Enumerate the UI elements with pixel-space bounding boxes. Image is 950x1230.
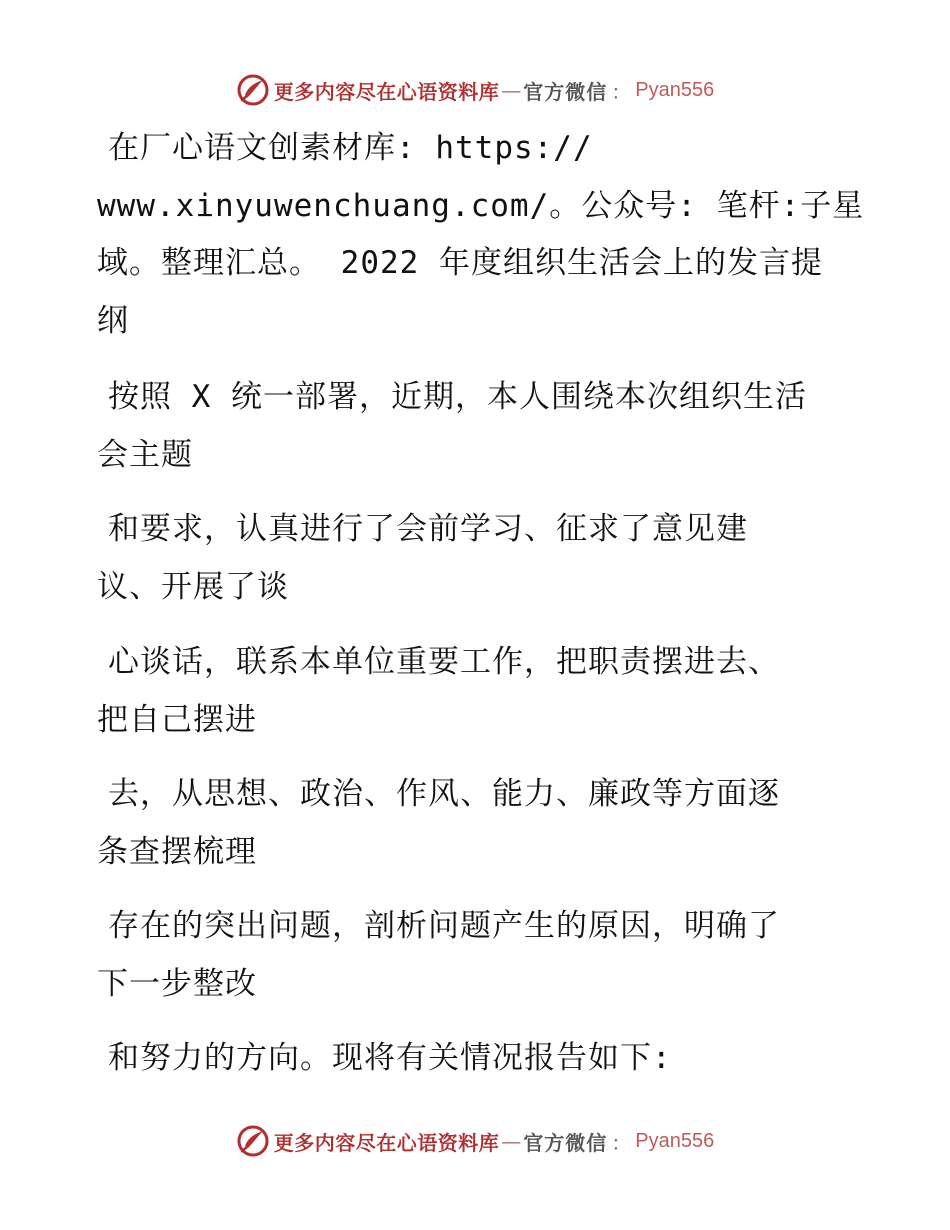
banner-wechat-id: Pyan556 [635, 78, 715, 101]
body-line: 纲 [97, 303, 129, 339]
banner-text: 更多内容尽在心语资料库 [273, 1130, 500, 1155]
banner-dash: — [501, 1129, 522, 1153]
body-line: 域。整理汇总。 2022 年度组织生活会上的发言提 [97, 245, 823, 281]
banner-official-label: 官方微信 [523, 79, 608, 104]
body-line: 和要求，认真进行了会前学习、征求了意见建 [108, 511, 748, 547]
banner-separator: ： [611, 79, 632, 104]
header-watermark-banner [0, 70, 950, 110]
brush-logo-icon [236, 73, 270, 107]
body-line: 会主题 [97, 437, 193, 473]
body-line: 条查摆梳理 [97, 834, 257, 870]
body-line: 心谈话，联系本单位重要工作，把职责摆进去、 [108, 644, 780, 680]
body-line: 存在的突出问题，剖析问题产生的原因，明确了 [108, 908, 780, 944]
body-line: www.xinyuwenchuang.com/。公众号: 笔杆:子星 [97, 188, 865, 224]
banner-dash: — [501, 78, 522, 102]
banner-separator: ： [611, 1130, 632, 1155]
banner-text: 更多内容尽在心语资料库 [273, 79, 500, 104]
body-line: 把自己摆进 [97, 702, 257, 738]
body-line: 议、开展了谈 [97, 569, 289, 605]
body-line: 下一步整改 [97, 966, 257, 1002]
footer-watermark-banner [0, 1121, 950, 1161]
brush-logo-icon [236, 1124, 270, 1158]
banner-wechat-id: Pyan556 [635, 1129, 715, 1152]
body-line: 去，从思想、政治、作风、能力、廉政等方面逐 [108, 776, 780, 812]
body-line: 在厂心语文创素材库: https:// [108, 130, 593, 166]
banner-official-label: 官方微信 [523, 1130, 608, 1155]
body-line: 和努力的方向。现将有关情况报告如下: [108, 1040, 672, 1076]
body-line: 按照 X 统一部署，近期，本人围绕本次组织生活 [108, 379, 807, 415]
